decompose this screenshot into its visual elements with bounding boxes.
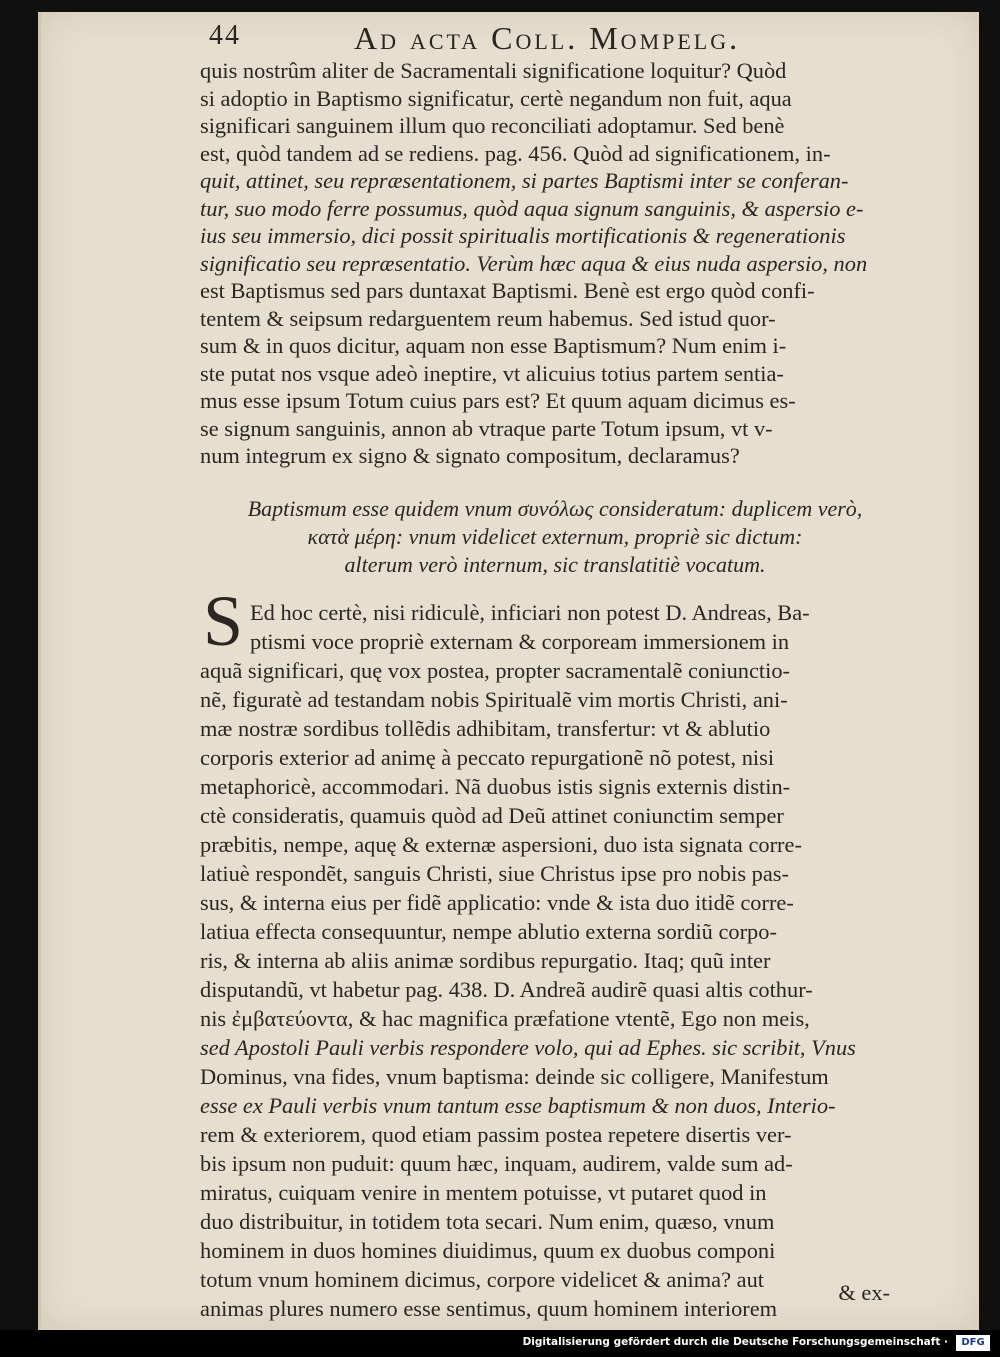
text-line: metaphoricè, accommodari. Nã duobus istis signis externis distin-	[200, 774, 791, 799]
text-line: ctè consideratis, quamuis quòd ad Deũ attinet coniunctim semper	[200, 803, 784, 828]
text-line: ius seu immersio, dici possit spiritualis mortificationis & regenerationis	[200, 223, 846, 248]
text-line: ptismi voce propriè externam & corpoream immersionem in	[250, 629, 790, 654]
heading-line: alterum verò internum, sic translatitiè vocatum.	[344, 552, 766, 577]
digitization-footer	[0, 1330, 1000, 1357]
text-line: aquã significari, quę vox postea, propter sacramentalẽ coniunctio-	[200, 658, 791, 683]
text-line: Dominus, vna fides, vnum baptisma: deinde sic colligere, Manifestum	[200, 1064, 829, 1089]
text-line: bis ipsum non puduit: quum hæc, inquam, audirem, valde sum ad-	[200, 1151, 793, 1176]
heading-line: κατὰ μέρη: vnum videlicet externum, propriè sic dictum:	[307, 524, 803, 549]
text-line: latiua effecta consequuntur, nempe ablutio externa sordiũ corpo-	[200, 919, 777, 944]
text-line: quis nostrûm aliter de Sacramentali significatione loquitur? Quòd	[200, 58, 787, 83]
text-line: nẽ, figuratè ad testandam nobis Spiritualẽ vim mortis Christi, ani-	[200, 687, 788, 712]
text-line: duo distribuitur, in totidem tota secari. Num enim, quæso, vnum	[200, 1209, 775, 1234]
text-line: rem & exteriorem, quod etiam passim postea repetere disertis ver-	[200, 1122, 792, 1147]
catchword: & ex-	[838, 1280, 890, 1305]
text-line: nis ἐμβατεύοντα, & hac magnifica præfatione vtentẽ, Ego non meis,	[200, 1006, 810, 1031]
text-line: tur, suo modo ferre possumus, quòd aqua signum sanguinis, & aspersio e-	[200, 195, 864, 221]
text-line: disputandũ, vt habetur pag. 438. D. Andreã audirẽ quasi altis cothur-	[200, 977, 813, 1002]
text-line: est, quòd tandem ad se rediens. pag. 456. Quòd ad significationem, in-	[200, 140, 831, 166]
dfg-logo-icon: DFG	[956, 1335, 990, 1351]
text-line: præbitis, nempe, aquę & externæ aspersioni, duo ista signata corre-	[200, 832, 802, 857]
text-line: significatio seu repræsentatio. Verùm hæc aqua & eius nuda aspersio, non	[200, 250, 868, 276]
paragraph-1	[200, 57, 890, 470]
text-line: quit, attinet, seu repræsentationem, si partes Baptismi inter se conferan-	[200, 168, 849, 193]
text-line: miratus, cuiquam venire in mentem potuisse, vt putaret quod in	[200, 1180, 767, 1205]
text-line: ris, & interna ab aliis animæ sordibus repurgatio. Itaq; quũ inter	[200, 948, 771, 973]
text-line: totum vnum hominem dicimus, corpore videlicet & anima? aut	[200, 1267, 764, 1292]
text-line: mus esse ipsum Totum cuius pars est? Et quum aquam dicimus es-	[200, 388, 796, 413]
paragraph-2	[200, 598, 890, 1323]
heading-line: Baptismum esse quidem vnum συνόλως consideratum: duplicem verò,	[247, 496, 863, 521]
text-line: sed Apostoli Pauli verbis respondere volo, qui ad Ephes. sic scribit, Vnus	[200, 1035, 856, 1060]
running-title: Ad acta Coll. Mompelg.	[354, 20, 741, 56]
text-line: esse ex Pauli verbis vnum tantum esse baptismum & non duos, Interio-	[200, 1093, 836, 1118]
text-line: num integrum ex signo & signato compositum, declaramus?	[200, 443, 740, 468]
text-line: animas plures numero esse sentimus, quum hominem interiorem	[200, 1296, 778, 1321]
page-header	[209, 20, 969, 60]
text-line: tentem & seipsum redarguentem reum habemus. Sed istud quor-	[200, 305, 776, 331]
footer-credit: Digitalisierung gefördert durch die Deutsche Forschungsgemeinschaft ·	[522, 1336, 948, 1348]
section-heading	[215, 495, 895, 579]
page-number: 44	[209, 20, 241, 51]
text-line: se signum sanguinis, annon ab vtraque parte Totum ipsum, vt v-	[200, 415, 773, 441]
drop-cap: S	[203, 581, 244, 661]
text-line: est Baptismus sed pars duntaxat Baptismi. Benè est ergo quòd confi-	[200, 278, 815, 303]
text-line: Ed hoc certè, nisi ridiculè, inficiari non potest D. Andreas, Ba-	[250, 600, 810, 625]
text-line: si adoptio in Baptismo significatur, certè negandum non fuit, aqua	[200, 85, 792, 111]
text-line: sum & in quos dicitur, aquam non esse Baptismum? Num enim i-	[200, 333, 787, 358]
text-line: mæ nostræ sordibus tollẽdis adhibitam, transfertur: vt & ablutio	[200, 716, 771, 741]
text-line: significari sanguinem illum quo reconciliati adoptamur. Sed benè	[200, 113, 785, 138]
text-line: sus, & interna eius per fidẽ applicatio: vnde & ista duo itidẽ corre-	[200, 890, 794, 915]
text-line: hominem in duos homines diuidimus, quum ex duobus componi	[200, 1238, 776, 1263]
text-line: ste putat nos vsque adeò ineptire, vt alicuius totius partem sentia-	[200, 360, 784, 386]
text-line: latiuè respondẽt, sanguis Christi, siue Christus ipse pro nobis pas-	[200, 861, 789, 886]
text-line: corporis exterior ad animę à peccato repurgationẽ nõ potest, nisi	[200, 745, 775, 770]
